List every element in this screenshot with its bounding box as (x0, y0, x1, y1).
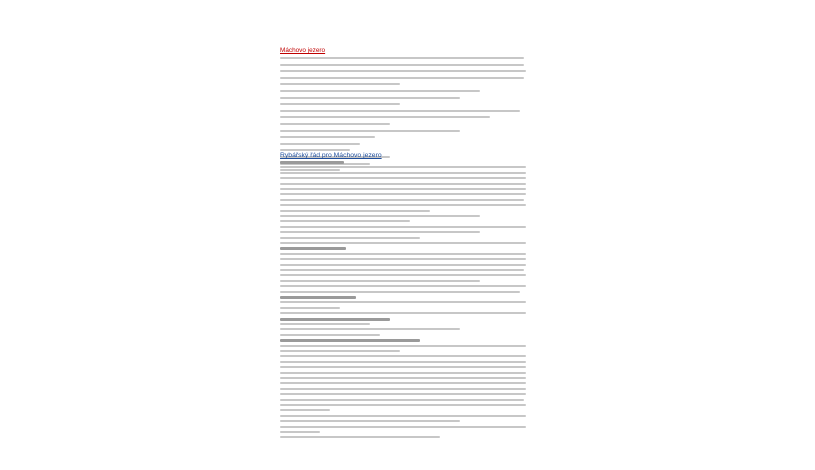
text-line-placeholder (280, 226, 526, 228)
text-line-placeholder (280, 377, 526, 379)
text-line-placeholder (280, 345, 526, 347)
text-line-placeholder (280, 220, 410, 222)
text-line-placeholder (280, 210, 430, 212)
text-line-placeholder (280, 436, 440, 438)
text-line-placeholder (280, 247, 346, 250)
text-line-placeholder (280, 307, 340, 309)
text-line-placeholder (280, 258, 526, 260)
text-line-placeholder (280, 431, 320, 433)
text-line-placeholder (280, 161, 344, 164)
text-line-placeholder (280, 355, 526, 357)
text-line-placeholder (280, 361, 526, 363)
text-line-placeholder (280, 57, 524, 59)
text-line-placeholder (280, 103, 400, 105)
text-line-placeholder (280, 143, 360, 145)
text-line-placeholder (280, 393, 526, 395)
text-line-placeholder (280, 399, 524, 401)
text-line-placeholder (280, 264, 526, 266)
text-line-placeholder (280, 291, 520, 293)
text-line-placeholder (280, 130, 460, 132)
text-line-placeholder (280, 215, 480, 217)
text-line-placeholder (280, 388, 526, 390)
text-line-placeholder (280, 318, 390, 321)
text-line-placeholder (280, 204, 526, 206)
text-line-placeholder (280, 280, 480, 282)
text-line-placeholder (280, 199, 524, 201)
text-line-placeholder (280, 301, 526, 303)
text-line-placeholder (280, 242, 526, 244)
document-page (280, 0, 536, 470)
text-line-placeholder (280, 136, 375, 138)
text-line-placeholder (280, 328, 460, 330)
text-line-placeholder (280, 426, 526, 428)
text-line-placeholder (280, 97, 460, 99)
text-line-placeholder (280, 231, 480, 233)
section-heading: Rybářský řád pro Máchovo jezero (280, 152, 382, 159)
text-line-placeholder (280, 409, 330, 411)
text-line-placeholder (280, 169, 340, 171)
text-line-placeholder (280, 166, 526, 168)
text-line-placeholder (280, 269, 524, 271)
text-line-placeholder (280, 172, 526, 174)
text-line-placeholder (280, 183, 526, 185)
text-line-placeholder (280, 123, 390, 125)
text-line-placeholder (280, 334, 380, 336)
text-line-placeholder (280, 312, 526, 314)
text-line-placeholder (280, 188, 526, 190)
text-line-placeholder (280, 415, 526, 417)
text-line-placeholder (280, 193, 526, 195)
document-heading: Máchovo jezero (280, 47, 326, 54)
text-line-placeholder (280, 350, 400, 352)
text-line-placeholder (280, 116, 490, 118)
text-line-placeholder (280, 323, 370, 325)
text-line-placeholder (280, 237, 420, 239)
text-line-placeholder (280, 177, 526, 179)
text-line-placeholder (280, 64, 524, 66)
text-line-placeholder (280, 339, 420, 342)
text-line-placeholder (280, 285, 526, 287)
text-line-placeholder (280, 90, 480, 92)
text-line-placeholder (280, 366, 526, 368)
text-line-placeholder (280, 404, 526, 406)
text-line-placeholder (280, 83, 400, 85)
text-line-placeholder (280, 70, 526, 72)
text-line-placeholder (280, 296, 356, 299)
text-line-placeholder (280, 110, 520, 112)
text-line-placeholder (280, 382, 526, 384)
text-line-placeholder (280, 253, 526, 255)
text-line-placeholder (280, 372, 526, 374)
text-line-placeholder (280, 420, 460, 422)
text-line-placeholder (280, 274, 526, 276)
text-line-placeholder (280, 77, 524, 79)
